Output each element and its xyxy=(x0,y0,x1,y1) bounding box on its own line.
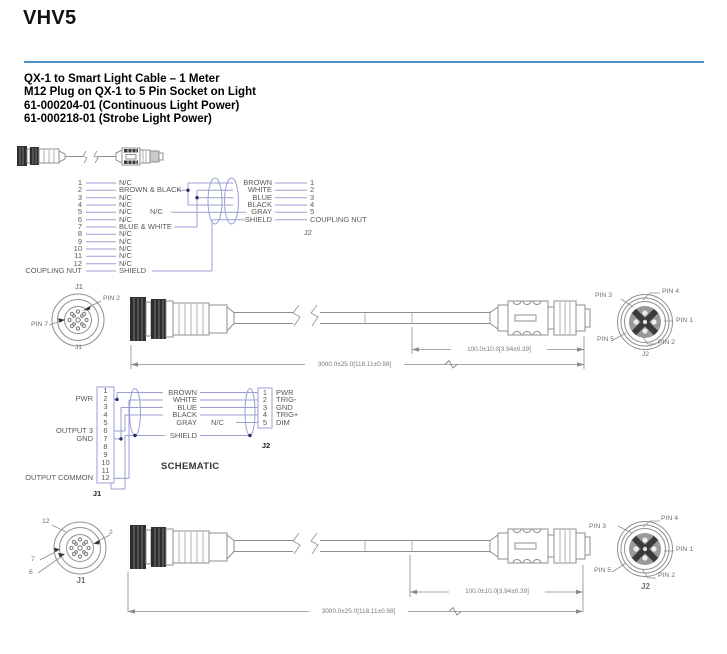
pin-number: 9 xyxy=(103,450,108,459)
connector-label-j1: J1 xyxy=(92,489,102,498)
wire-label: GRAY xyxy=(251,207,272,216)
pin-number: 2 xyxy=(77,185,82,194)
pin-callout: PIN 1 xyxy=(676,317,693,324)
wire-label: N/C xyxy=(119,193,132,202)
pin-number: 2 xyxy=(103,394,108,403)
pin-number: 11 xyxy=(101,466,110,475)
wire-label: WHITE xyxy=(172,395,197,404)
signal-label: TRIG+ xyxy=(276,410,299,419)
pin-number: 10 xyxy=(101,458,110,467)
pin-number: 3 xyxy=(77,193,82,202)
pin-callout: 2 xyxy=(109,529,113,536)
signal-label: DIM xyxy=(276,418,290,427)
connector-label-j1: J1 xyxy=(76,576,86,585)
wire-label: BLUE xyxy=(252,193,272,202)
pin-number: 1 xyxy=(77,178,82,187)
pin-callout: PIN 2 xyxy=(103,295,120,302)
cable-drawing-1 xyxy=(49,293,673,369)
part-number: 61-000204-01 (Continuous Light Power) xyxy=(24,99,240,112)
nc-label: N/C xyxy=(150,207,163,216)
signal-label: TRIG- xyxy=(276,395,297,404)
cable-drawing-2 xyxy=(38,521,674,615)
wire-label: N/C xyxy=(119,251,132,260)
wire-label: BROWN xyxy=(243,178,272,187)
pin-number: 3 xyxy=(262,403,268,412)
pin-number: 2 xyxy=(310,185,315,194)
connector-label-j2: J2 xyxy=(304,228,312,237)
pin-number: 3 xyxy=(103,402,108,411)
pin-number: 12 xyxy=(73,259,82,268)
nc-label: N/C xyxy=(211,418,224,427)
wire-label: BLACK xyxy=(247,200,272,209)
part-number: 61-000218-01 (Strobe Light Power) xyxy=(24,113,212,126)
pin-number: 12 xyxy=(101,473,110,482)
pin-number: 8 xyxy=(103,442,108,451)
dimension-overall: 3000.0±25.0[118.11±0.98] xyxy=(305,361,404,369)
wire-label: N/C xyxy=(119,244,132,253)
connector-label-j1: J1 xyxy=(75,282,83,291)
wire-label: GRAY xyxy=(176,418,197,427)
pin-number: 9 xyxy=(77,237,82,246)
shield-label: SHIELD xyxy=(169,431,197,440)
pin-number: 1 xyxy=(262,388,268,397)
signal-label-output3: OUTPUT 3 xyxy=(56,426,93,435)
product-description xyxy=(24,73,256,127)
wire-label: BROWN & BLACK xyxy=(119,185,182,194)
pin-callout: PIN 4 xyxy=(662,288,679,295)
pin-callout: 12 xyxy=(42,518,50,525)
pin-callout: PIN 7 xyxy=(31,321,48,328)
wire-label: WHITE xyxy=(247,185,272,194)
wire-label: BLACK xyxy=(172,410,197,419)
dimension-connector: 100.0±10.0[3.94±0.39] xyxy=(449,588,545,596)
header-rule xyxy=(24,61,704,63)
connector-label-j2: J2 xyxy=(261,441,271,450)
pin-number: 2 xyxy=(262,395,268,404)
wire-label: N/C xyxy=(119,237,132,246)
shield-label: SHIELD xyxy=(244,215,272,224)
pin-number: 4 xyxy=(77,200,82,209)
signal-label-pwr: PWR xyxy=(75,394,93,403)
pin-callout: 6 xyxy=(29,569,33,576)
pin-number: 7 xyxy=(77,222,82,231)
pin-number: 8 xyxy=(77,229,82,238)
pin-callout: PIN 2 xyxy=(658,572,675,579)
signal-label-output-common: OUTPUT COMMON xyxy=(25,473,93,482)
pin-callout: 7 xyxy=(31,556,35,563)
wire-label: N/C xyxy=(119,229,132,238)
signal-label: PWR xyxy=(276,388,294,397)
description-line: QX-1 to Smart Light Cable – 1 Meter xyxy=(24,73,220,85)
wire-label: N/C xyxy=(119,207,132,216)
wire-label: BROWN xyxy=(168,388,197,397)
wire-label: BLUE & WHITE xyxy=(119,222,172,231)
pin-callout: PIN 3 xyxy=(595,292,612,299)
description-line: M12 Plug on QX-1 to 5 Pin Socket on Light xyxy=(24,86,256,99)
wire-label: BLUE xyxy=(177,403,197,412)
pin-number: 4 xyxy=(103,410,108,419)
pin-callout: PIN 2 xyxy=(658,339,675,346)
wire-label: N/C xyxy=(119,259,132,268)
pin-number: 4 xyxy=(310,200,315,209)
pin-number: 5 xyxy=(262,418,268,427)
signal-label: GND xyxy=(276,403,293,412)
wire-label: N/C xyxy=(119,200,132,209)
wire-label: N/C xyxy=(119,178,132,187)
pin-number: 5 xyxy=(77,207,82,216)
pin-number: 6 xyxy=(103,426,108,435)
schematic-caption: SCHEMATIC xyxy=(161,461,220,472)
connector-label-j1: J1 xyxy=(74,344,83,351)
coupling-nut-label: COUPLING NUT xyxy=(25,266,82,275)
pin-number: 5 xyxy=(310,207,315,216)
pin-callout: PIN 1 xyxy=(676,546,693,553)
page-title: VHV5 xyxy=(23,7,77,29)
cable-thumbnail xyxy=(17,146,163,166)
pin-callout: PIN 4 xyxy=(661,515,678,522)
pin-number: 7 xyxy=(103,434,108,443)
pin-number: 4 xyxy=(262,410,268,419)
dimension-overall: 3000.0±25.0[118.11±0.98] xyxy=(309,608,408,616)
wire-label: N/C xyxy=(119,215,132,224)
pin-number: 5 xyxy=(103,418,108,427)
pin-callout: PIN 3 xyxy=(589,523,606,530)
pin-callout: PIN 5 xyxy=(597,336,614,343)
pin-number: 10 xyxy=(73,244,82,253)
shield-label: SHIELD xyxy=(119,266,147,275)
connector-label-j2: J2 xyxy=(641,351,650,358)
pin-number: 3 xyxy=(310,193,315,202)
pin-number: 11 xyxy=(74,251,82,260)
coupling-nut-label: COUPLING NUT xyxy=(310,215,367,224)
connector-label-j2: J2 xyxy=(641,582,650,591)
dimension-connector: 100.0±10.0[3.94±0.39] xyxy=(451,346,547,354)
signal-label-gnd: GND xyxy=(76,434,93,443)
pin-number: 1 xyxy=(103,386,108,395)
pin-callout: PIN 5 xyxy=(594,567,611,574)
pin-number: 6 xyxy=(77,215,82,224)
pin-number: 1 xyxy=(310,178,315,187)
